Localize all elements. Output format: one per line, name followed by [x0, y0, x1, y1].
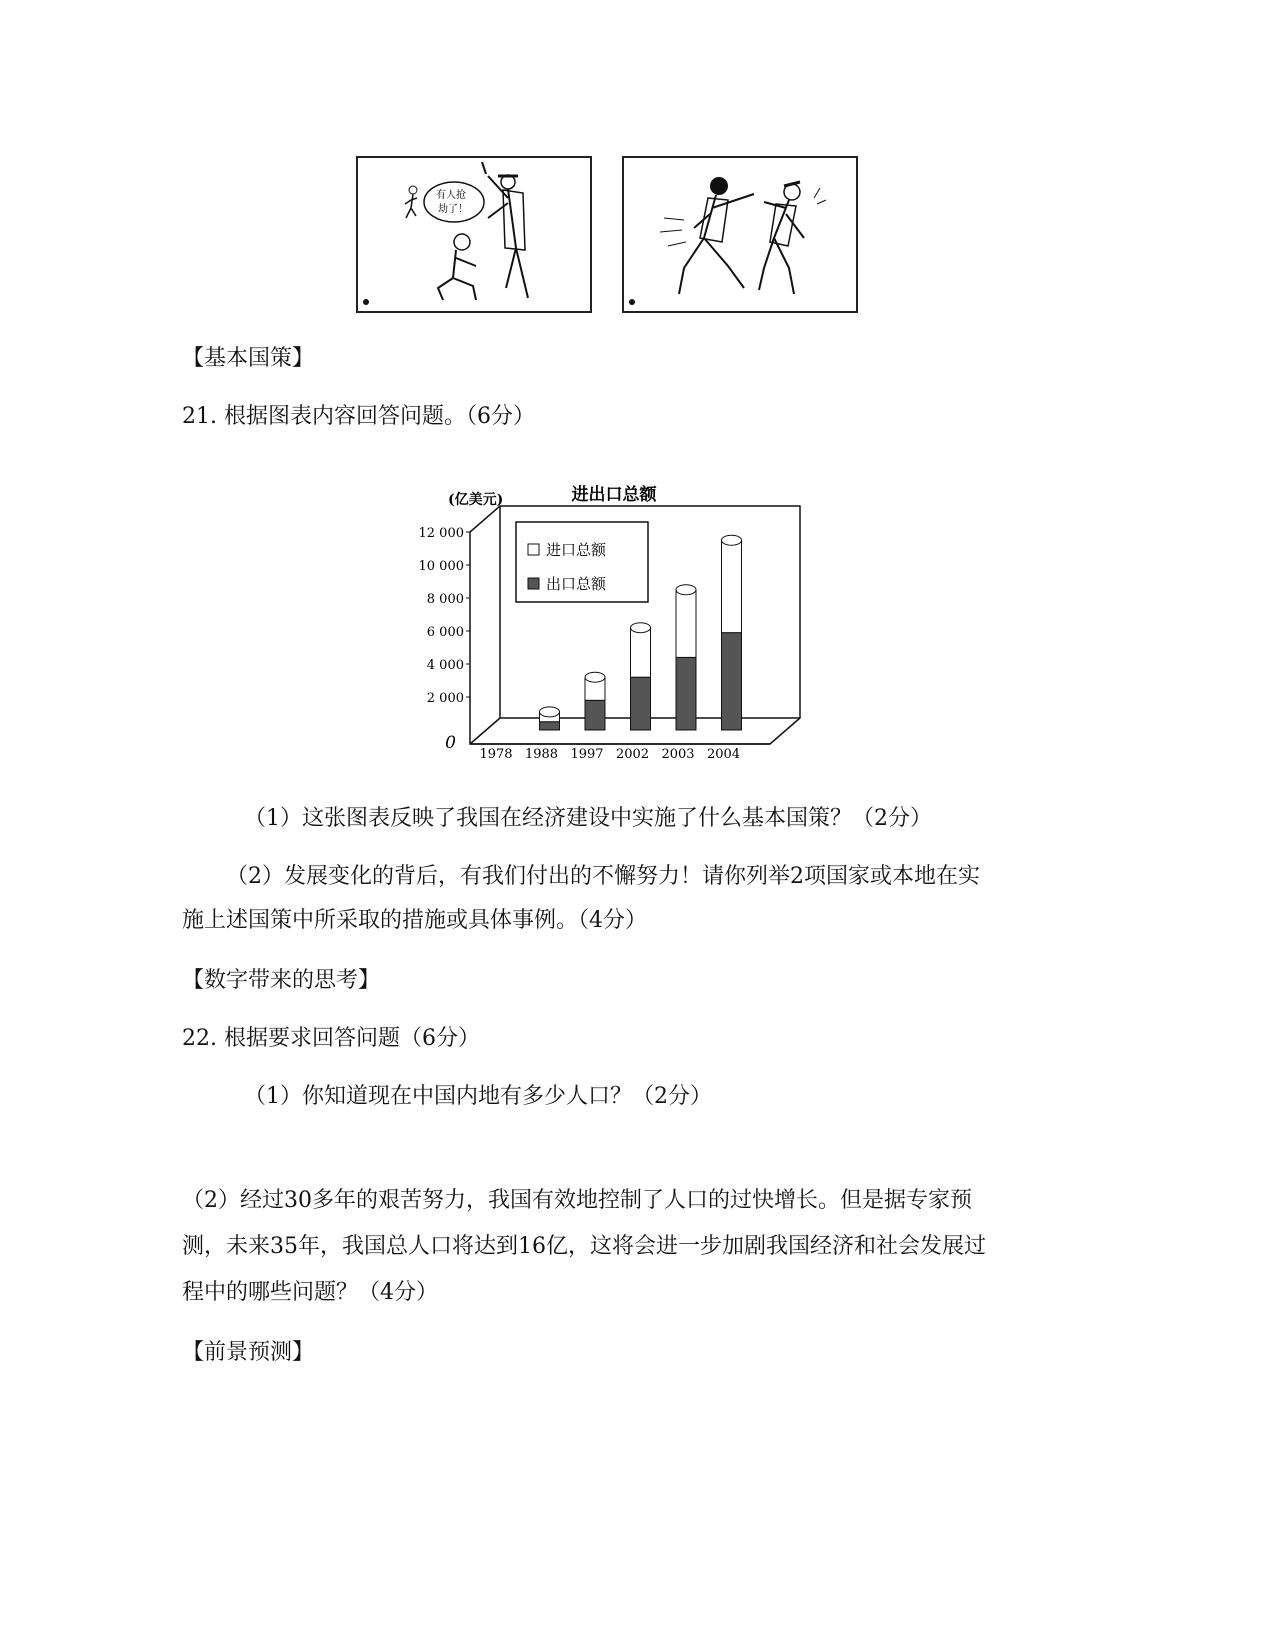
cartoon-left-panel [356, 156, 592, 313]
legend-label-export: 出口总额 [546, 575, 607, 593]
bar-export [540, 722, 560, 730]
chart-svg [418, 482, 846, 810]
bar-top-cap [722, 535, 742, 545]
cartoon-right-panel [622, 156, 858, 313]
x-tick-label: 1997 [570, 747, 604, 762]
robbery-cartoon-illustration [358, 158, 590, 311]
question-21-title: 21. 根据图表内容回答问题。（6分） [182, 404, 535, 429]
bar-export [585, 700, 605, 730]
bar-import [722, 540, 742, 632]
y-tick-label: 2 000 [426, 691, 464, 706]
chart-y-axis-label: (亿美元) [448, 492, 504, 508]
y-tick-label: 6 000 [426, 625, 464, 640]
legend-label-import: 进口总额 [546, 541, 607, 559]
y-tick-label: 4 000 [426, 658, 464, 673]
question-22-part-2-line-1: （2）经过30多年的艰苦努力，我国有效地控制了人口的过快增长。但是据专家预 [182, 1188, 972, 1213]
bar-import [631, 628, 651, 678]
section-heading-numbers: 【数字带来的思考】 [182, 968, 381, 993]
legend-swatch-export [528, 578, 539, 589]
bar-top-cap [676, 585, 696, 595]
question-22-part-1: （1）你知道现在中国内地有多少人口？（2分） [244, 1084, 712, 1109]
y-tick-label: 10 000 [418, 559, 464, 574]
question-21-part-2-line-1: （2）发展变化的背后，有我们付出的不懈努力！请你列举2项国家或本地在实 [226, 864, 980, 889]
bar-top-cap [631, 623, 651, 633]
question-22-part-2-line-2: 测，未来35年，我国总人口将达到16亿，这将会进一步加剧我国经济和社会发展过 [182, 1234, 986, 1259]
fight-cartoon-illustration [624, 158, 856, 311]
y-tick-label: 12 000 [418, 526, 464, 541]
question-22-part-2-line-3: 程中的哪些问题？（4分） [182, 1280, 438, 1305]
question-21-part-1: （1）这张图表反映了我国在经济建设中实施了什么基本国策？（2分） [244, 806, 932, 831]
bar-top-cap [540, 707, 560, 717]
x-tick-label: 1978 [479, 747, 513, 762]
trade-volume-chart [418, 482, 846, 810]
legend-swatch-import [528, 544, 539, 555]
speech-text-2: 劫了！ [438, 204, 468, 215]
y-tick-label: 0 [445, 733, 456, 753]
x-tick-label: 2002 [615, 747, 650, 762]
speech-text-1: 有人抢 [436, 190, 466, 201]
x-tick-label: 2003 [661, 747, 695, 762]
bar-export [631, 677, 651, 730]
section-heading-basic-policy: 【基本国策】 [182, 346, 315, 371]
chart-title: 进出口总额 [571, 485, 657, 505]
bar-export [722, 633, 742, 730]
bar-top-cap [585, 672, 605, 682]
bar-export [676, 657, 696, 730]
section-heading-prospects: 【前景预测】 [182, 1340, 315, 1365]
x-tick-label: 2004 [706, 747, 741, 762]
x-tick-label: 1988 [524, 747, 559, 762]
bar-import [676, 590, 696, 658]
question-22-title: 22. 根据要求回答问题（6分） [182, 1026, 480, 1051]
y-tick-label: 8 000 [426, 592, 464, 607]
question-21-part-2-line-2: 施上述国策中所采取的措施或具体事例。（4分） [182, 908, 647, 933]
